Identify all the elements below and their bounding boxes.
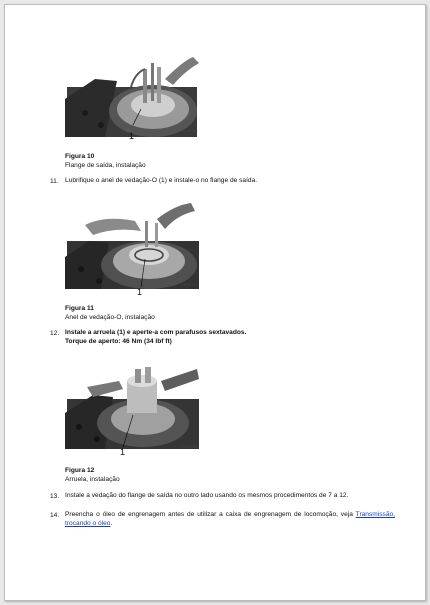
figure-11-callout: 1: [137, 287, 143, 297]
step-14-text: [65, 511, 395, 528]
figure-12-title: Figura 12: [65, 467, 95, 474]
washer-photo-illustration: [65, 351, 201, 455]
figure-11-subtitle: Anel de vedação-O, instalação: [65, 314, 155, 321]
step-14-number: 14.: [50, 512, 60, 519]
step-12-torque: Torque de aperto: 46 Nm (34 lbf ft): [65, 337, 172, 345]
step-12-instruction: Instale a arruela (1) e aperte-a com parafusos sextavados.: [65, 329, 247, 336]
step-13-text: Instale a vedação do flange de saída no outro lado usando os mesmos procedimentos de 7 a 12.: [65, 492, 349, 499]
step-14-instruction: Preencha o óleo de engrenagem antes de utilizar a caixa de engrenagem de locomoção, veja: [65, 511, 353, 518]
figure-12-subtitle: Arruela, instalação: [65, 476, 120, 483]
step-11-text: Lubrifique o anel de vedação-O (1) e instale-o no flange de saída.: [65, 177, 258, 184]
step-13-number: 13.: [50, 493, 60, 500]
transmission-oil-change-link[interactable]: Transmissão, trocando o óleo: [65, 511, 395, 527]
figure-10-code: V1086706: [181, 129, 198, 133]
figure-11-code: V1086707: [181, 283, 198, 287]
figure-12-callout: 1: [120, 447, 126, 457]
step-11-number: 11.: [50, 178, 59, 185]
figure-11-photo: [65, 191, 201, 295]
figure-10-subtitle: Flange de saída, instalação: [65, 162, 146, 169]
figure-10-title: Figura 10: [65, 153, 95, 160]
figure-10-photo: [65, 39, 201, 143]
document-page: [4, 4, 426, 601]
flange-photo-illustration: [65, 39, 201, 143]
step-14-period: .: [110, 519, 113, 527]
figure-12-code: V1086708: [181, 445, 198, 449]
figure-12-photo: [65, 351, 201, 455]
step-12-text: [65, 329, 395, 346]
figure-10-callout: 1: [129, 131, 135, 141]
step-12-number: 12.: [50, 330, 60, 337]
figure-11-title: Figura 11: [65, 305, 94, 312]
oring-photo-illustration: [65, 191, 201, 295]
